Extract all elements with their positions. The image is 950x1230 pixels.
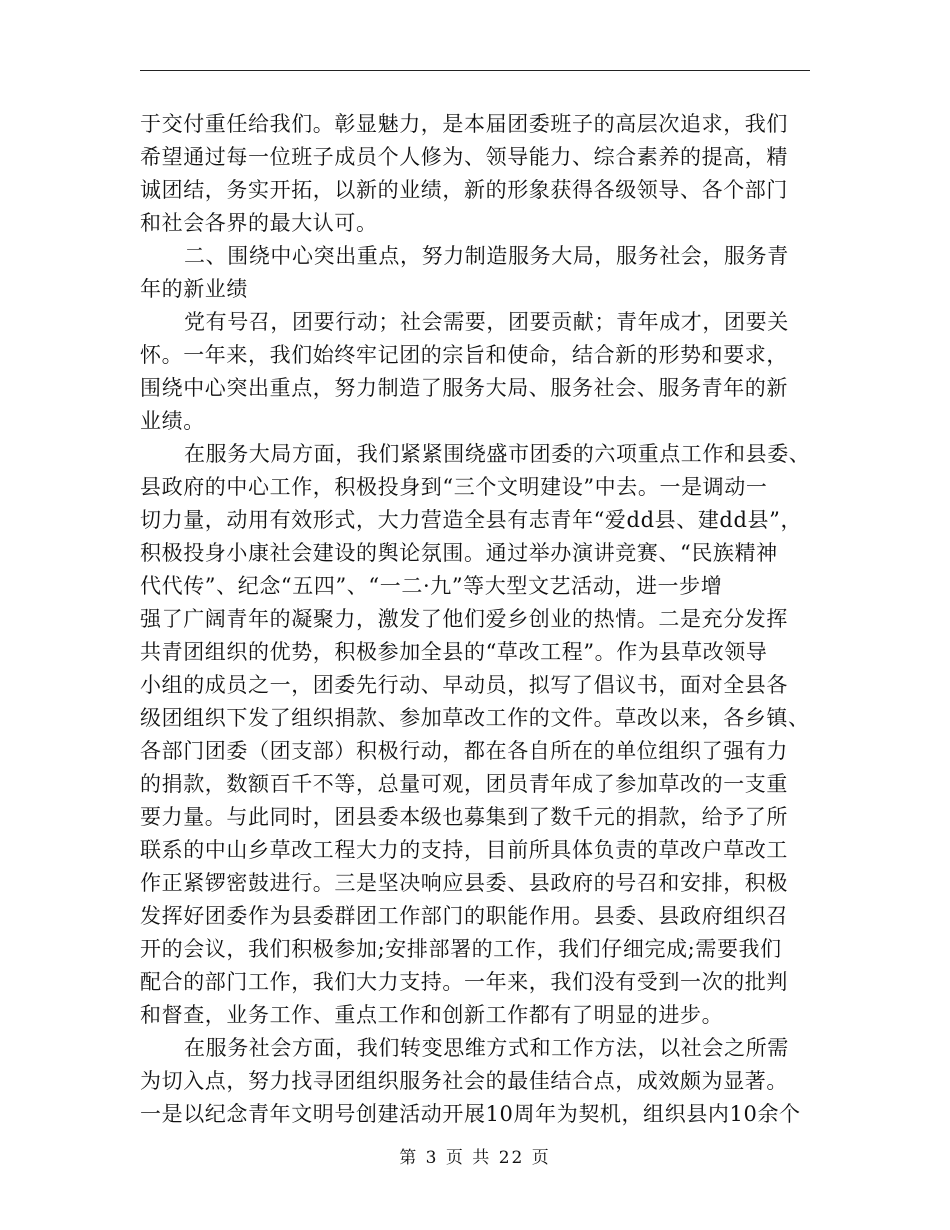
body-text <box>140 108 830 1131</box>
text-line: 在服务社会方面，我们转变思维方式和工作方法，以社会之所需 <box>184 1036 789 1060</box>
text-line: 希望通过每一位班子成员个人修为、领导能力、综合素养的提高，精 <box>140 145 788 169</box>
text-line: 各部门团委（团支部）积极行动，都在各自所在的单位组织了强有力 <box>140 739 788 763</box>
text-line: 业绩。 <box>140 409 205 433</box>
text-line: 代代传”、纪念“五四”、“一二·九”等大型文艺活动，进一步增 <box>140 574 723 598</box>
section-heading-line: 二、围绕中心突出重点，努力制造服务大局，服务社会，服务青 <box>184 244 789 268</box>
text-line: 配合的部门工作，我们大力支持。一年来，我们没有受到一次的批判 <box>140 970 788 994</box>
text-line: 联系的中山乡草改工程大力的支持，目前所具体负责的草改户草改工 <box>140 838 788 862</box>
text-line: 切力量，动用有效形式，大力营造全县有志青年“爱dd县、建dd县”， <box>140 508 803 532</box>
text-line: 和社会各界的最大认可。 <box>140 211 378 235</box>
text-line: 强了广阔青年的凝聚力，激发了他们爱乡创业的热情。二是充分发挥 <box>140 607 788 631</box>
text-line: 小组的成员之一，团委先行动、早动员，拟写了倡议书，面对全县各 <box>140 673 788 697</box>
text-line: 级团组织下发了组织捐款、参加草改工作的文件。草改以来，各乡镇、 <box>140 706 810 730</box>
text-line: 共青团组织的优势，积极参加全县的“草改工程”。作为县草改领导 <box>140 640 768 664</box>
text-line: 和督查，业务工作、重点工作和创新工作都有了明显的进步。 <box>140 1003 724 1027</box>
text-line: 开的会议，我们积极参加;安排部署的工作，我们仔细完成;需要我们 <box>140 937 782 961</box>
section-heading-line: 年的新业绩 <box>140 277 248 301</box>
text-line: 于交付重任给我们。彰显魅力，是本届团委班子的高层次追求，我们 <box>140 112 788 136</box>
text-line: 在服务大局方面，我们紧紧围绕盛市团委的六项重点工作和县委、 <box>184 442 811 466</box>
text-line: 一是以纪念青年文明号创建活动开展10周年为契机，组织县内10余个 <box>140 1102 801 1126</box>
text-line: 的捐款，数额百千不等，总量可观，团员青年成了参加草改的一支重 <box>140 772 788 796</box>
text-line: 要力量。与此同时，团县委本级也募集到了数千元的捐款，给予了所 <box>140 805 788 829</box>
page-number-footer: 第 3 页 共 22 页 <box>399 1148 551 1168</box>
text-line: 怀。一年来，我们始终牢记团的宗旨和使命，结合新的形势和要求， <box>140 343 788 367</box>
text-line: 为切入点，努力找寻团组织服务社会的最佳结合点，成效颇为显著。 <box>140 1069 788 1093</box>
text-line: 作正紧锣密鼓进行。三是坚决响应县委、县政府的号召和安排，积极 <box>140 871 788 895</box>
header-rule <box>140 70 810 71</box>
text-line: 积极投身小康社会建设的舆论氛围。通过举办演讲竞赛、“民族精神 <box>140 541 778 565</box>
text-line: 县政府的中心工作，积极投身到“三个文明建设”中去。一是调动一 <box>140 475 768 499</box>
text-line: 围绕中心突出重点，努力制造了服务大局、服务社会、服务青年的新 <box>140 376 788 400</box>
text-line: 发挥好团委作为县委群团工作部门的职能作用。县委、县政府组织召 <box>140 904 788 928</box>
text-line: 诚团结，务实开拓，以新的业绩，新的形象获得各级领导、各个部门 <box>140 178 788 202</box>
text-line: 党有号召，团要行动；社会需要，团要贡献；青年成才，团要关 <box>184 310 789 334</box>
